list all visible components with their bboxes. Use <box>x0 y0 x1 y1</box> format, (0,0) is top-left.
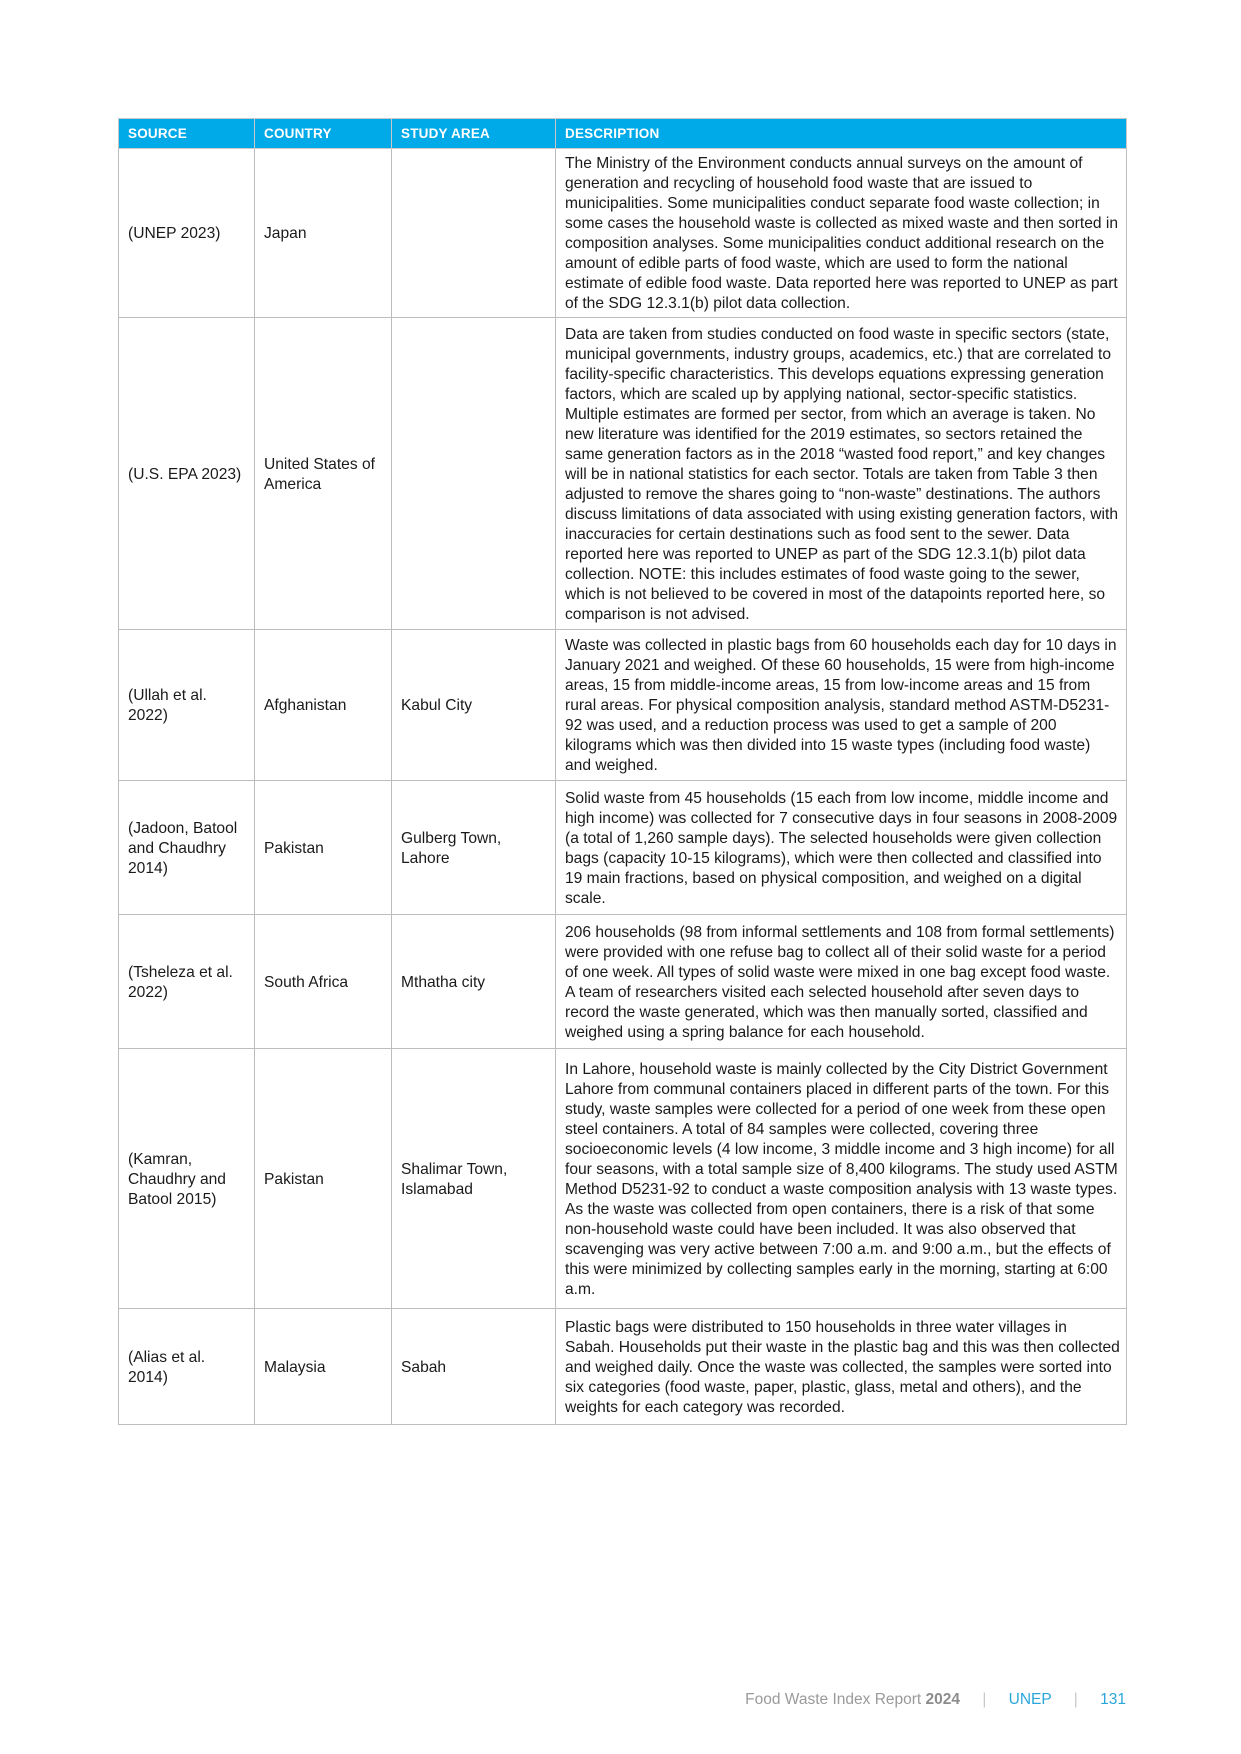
study-area-cell: Mthatha city <box>392 915 556 1049</box>
table-row <box>119 318 1127 630</box>
header-country: COUNTRY <box>255 119 392 149</box>
table-row <box>119 149 1127 318</box>
source-cell: (UNEP 2023) <box>119 149 255 318</box>
table-row <box>119 1049 1127 1309</box>
country-cell: South Africa <box>255 915 392 1049</box>
country-cell: Pakistan <box>255 781 392 915</box>
page-footer <box>745 1691 1126 1709</box>
header-study-area: STUDY AREA <box>392 119 556 149</box>
source-cell: (Ullah et al. 2022) <box>119 630 255 781</box>
country-cell: Pakistan <box>255 1049 392 1309</box>
table-row <box>119 781 1127 915</box>
source-cell: (Kamran, Chaudhry and Batool 2015) <box>119 1049 255 1309</box>
country-cell: Malaysia <box>255 1309 392 1425</box>
description-cell: Data are taken from studies conducted on food waste in specific sectors (state, municipal governments, industry groups, academics, etc.) that are correlated to facility-specific characteristics. This develops equations expressing generation factors, which are scaled up by applying national, sector-specific statistics. Multiple estimates are formed per sector, from which an average is taken. No new literature was identified for the 2019 estimates, so sectors retained the same generation factors as in the 2018 “wasted food report,” and key changes will be in national statistics for each sector. Totals are taken from Table 3 then adjusted to remove the shares going to “non-waste” destinations. The authors discuss limitations of data associated with using existing generation factors, with inaccuracies for certain destinations such as food sent to the sewer. Data reported here was reported to UNEP as part of the SDG 12.3.1(b) pilot data collection. NOTE: this includes estimates of food waste going to the sewer, which is not believed to be covered in most of the datapoints reported here, so comparison is not advised. <box>556 318 1127 630</box>
country-cell: Japan <box>255 149 392 318</box>
country-cell: Afghanistan <box>255 630 392 781</box>
description-cell: The Ministry of the Environment conducts annual surveys on the amount of generation and recycling of household food waste that are issued to municipalities. Some municipalities conduct separate food waste collection; in some cases the household waste is collected as mixed waste and then sorted in composition analyses. Some municipalities conduct additional research on the amount of edible parts of food waste, which are used to form the national estimate of edible food waste. Data reported here was reported to UNEP as part of the SDG 12.3.1(b) pilot data collection. <box>556 149 1127 318</box>
source-cell: (Jadoon, Batool and Chaudhry 2014) <box>119 781 255 915</box>
table-row <box>119 1309 1127 1425</box>
study-area-cell: Shalimar Town, Islamabad <box>392 1049 556 1309</box>
page-number: 131 <box>1100 1691 1126 1708</box>
footer-report-title: Food Waste Index Report <box>745 1691 922 1708</box>
table-row <box>119 630 1127 781</box>
description-cell: Waste was collected in plastic bags from 60 households each day for 10 days in January 2021 and weighed. Of these 60 households, 15 were from high-income areas, 15 from middle-income areas, 15 from low-income areas and 15 from rural areas. For physical composition analysis, standard method ASTM-D5231-92 was used, and a reduction process was used to get a sample of 200 kilograms which was then divided into 15 waste types (including food waste) and weighed. <box>556 630 1127 781</box>
header-description: DESCRIPTION <box>556 119 1127 149</box>
footer-year: 2024 <box>925 1691 961 1708</box>
study-area-cell <box>392 318 556 630</box>
footer-brand: UNEP <box>1008 1691 1052 1708</box>
footer-separator: | <box>982 1691 987 1708</box>
study-area-cell <box>392 149 556 318</box>
study-area-cell: Gulberg Town, Lahore <box>392 781 556 915</box>
description-cell: Solid waste from 45 households (15 each from low income, middle income and high income) was collected for 7 consecutive days in four seasons in 2008-2009 (a total of 1,260 sample days). The selected households were given collection bags (capacity 10-15 kilograms), which were then collected and classified into 19 main fractions, based on physical composition, and weighed on a digital scale. <box>556 781 1127 915</box>
country-cell: United States of America <box>255 318 392 630</box>
description-cell: Plastic bags were distributed to 150 households in three water villages in Sabah. Households put their waste in the plastic bag and this was then collected and weighed daily. Once the waste was collected, the samples were sorted into six categories (food waste, paper, plastic, glass, metal and others), and the weights for each category was recorded. <box>556 1309 1127 1425</box>
source-cell: (U.S. EPA 2023) <box>119 318 255 630</box>
source-cell: (Alias et al. 2014) <box>119 1309 255 1425</box>
table-header-row <box>119 119 1127 149</box>
source-cell: (Tsheleza et al. 2022) <box>119 915 255 1049</box>
footer-separator: | <box>1073 1691 1078 1708</box>
header-source: SOURCE <box>119 119 255 149</box>
study-area-cell: Kabul City <box>392 630 556 781</box>
study-area-cell: Sabah <box>392 1309 556 1425</box>
description-cell: 206 households (98 from informal settlements and 108 from formal settlements) were provided with one refuse bag to collect all of their solid waste for a period of one week. All types of solid waste were mixed in one bag except food waste. A team of researchers visited each selected household after seven days to record the waste generated, which was then manually sorted, classified and weighed using a spring balance for each household. <box>556 915 1127 1049</box>
table-row <box>119 915 1127 1049</box>
studies-table <box>118 118 1127 1425</box>
description-cell: In Lahore, household waste is mainly collected by the City District Government Lahore from communal containers placed in different parts of the town. For this study, waste samples were collected for a period of one week from these open steel containers. A total of 84 samples were collected, covering three socioeconomic levels (4 low income, 3 middle income and 3 high income) for all four seasons, with a total sample size of 8,400 kilograms. The study used ASTM Method D5231-92 to conduct a waste composition analysis with 13 waste types. As the waste was collected from open containers, there is a risk of that some non-household waste could have been included. It was also observed that scavenging was very active between 7:00 a.m. and 9:00 a.m., but the effects of this were minimized by collecting samples early in the morning, starting at 6:00 a.m. <box>556 1049 1127 1309</box>
